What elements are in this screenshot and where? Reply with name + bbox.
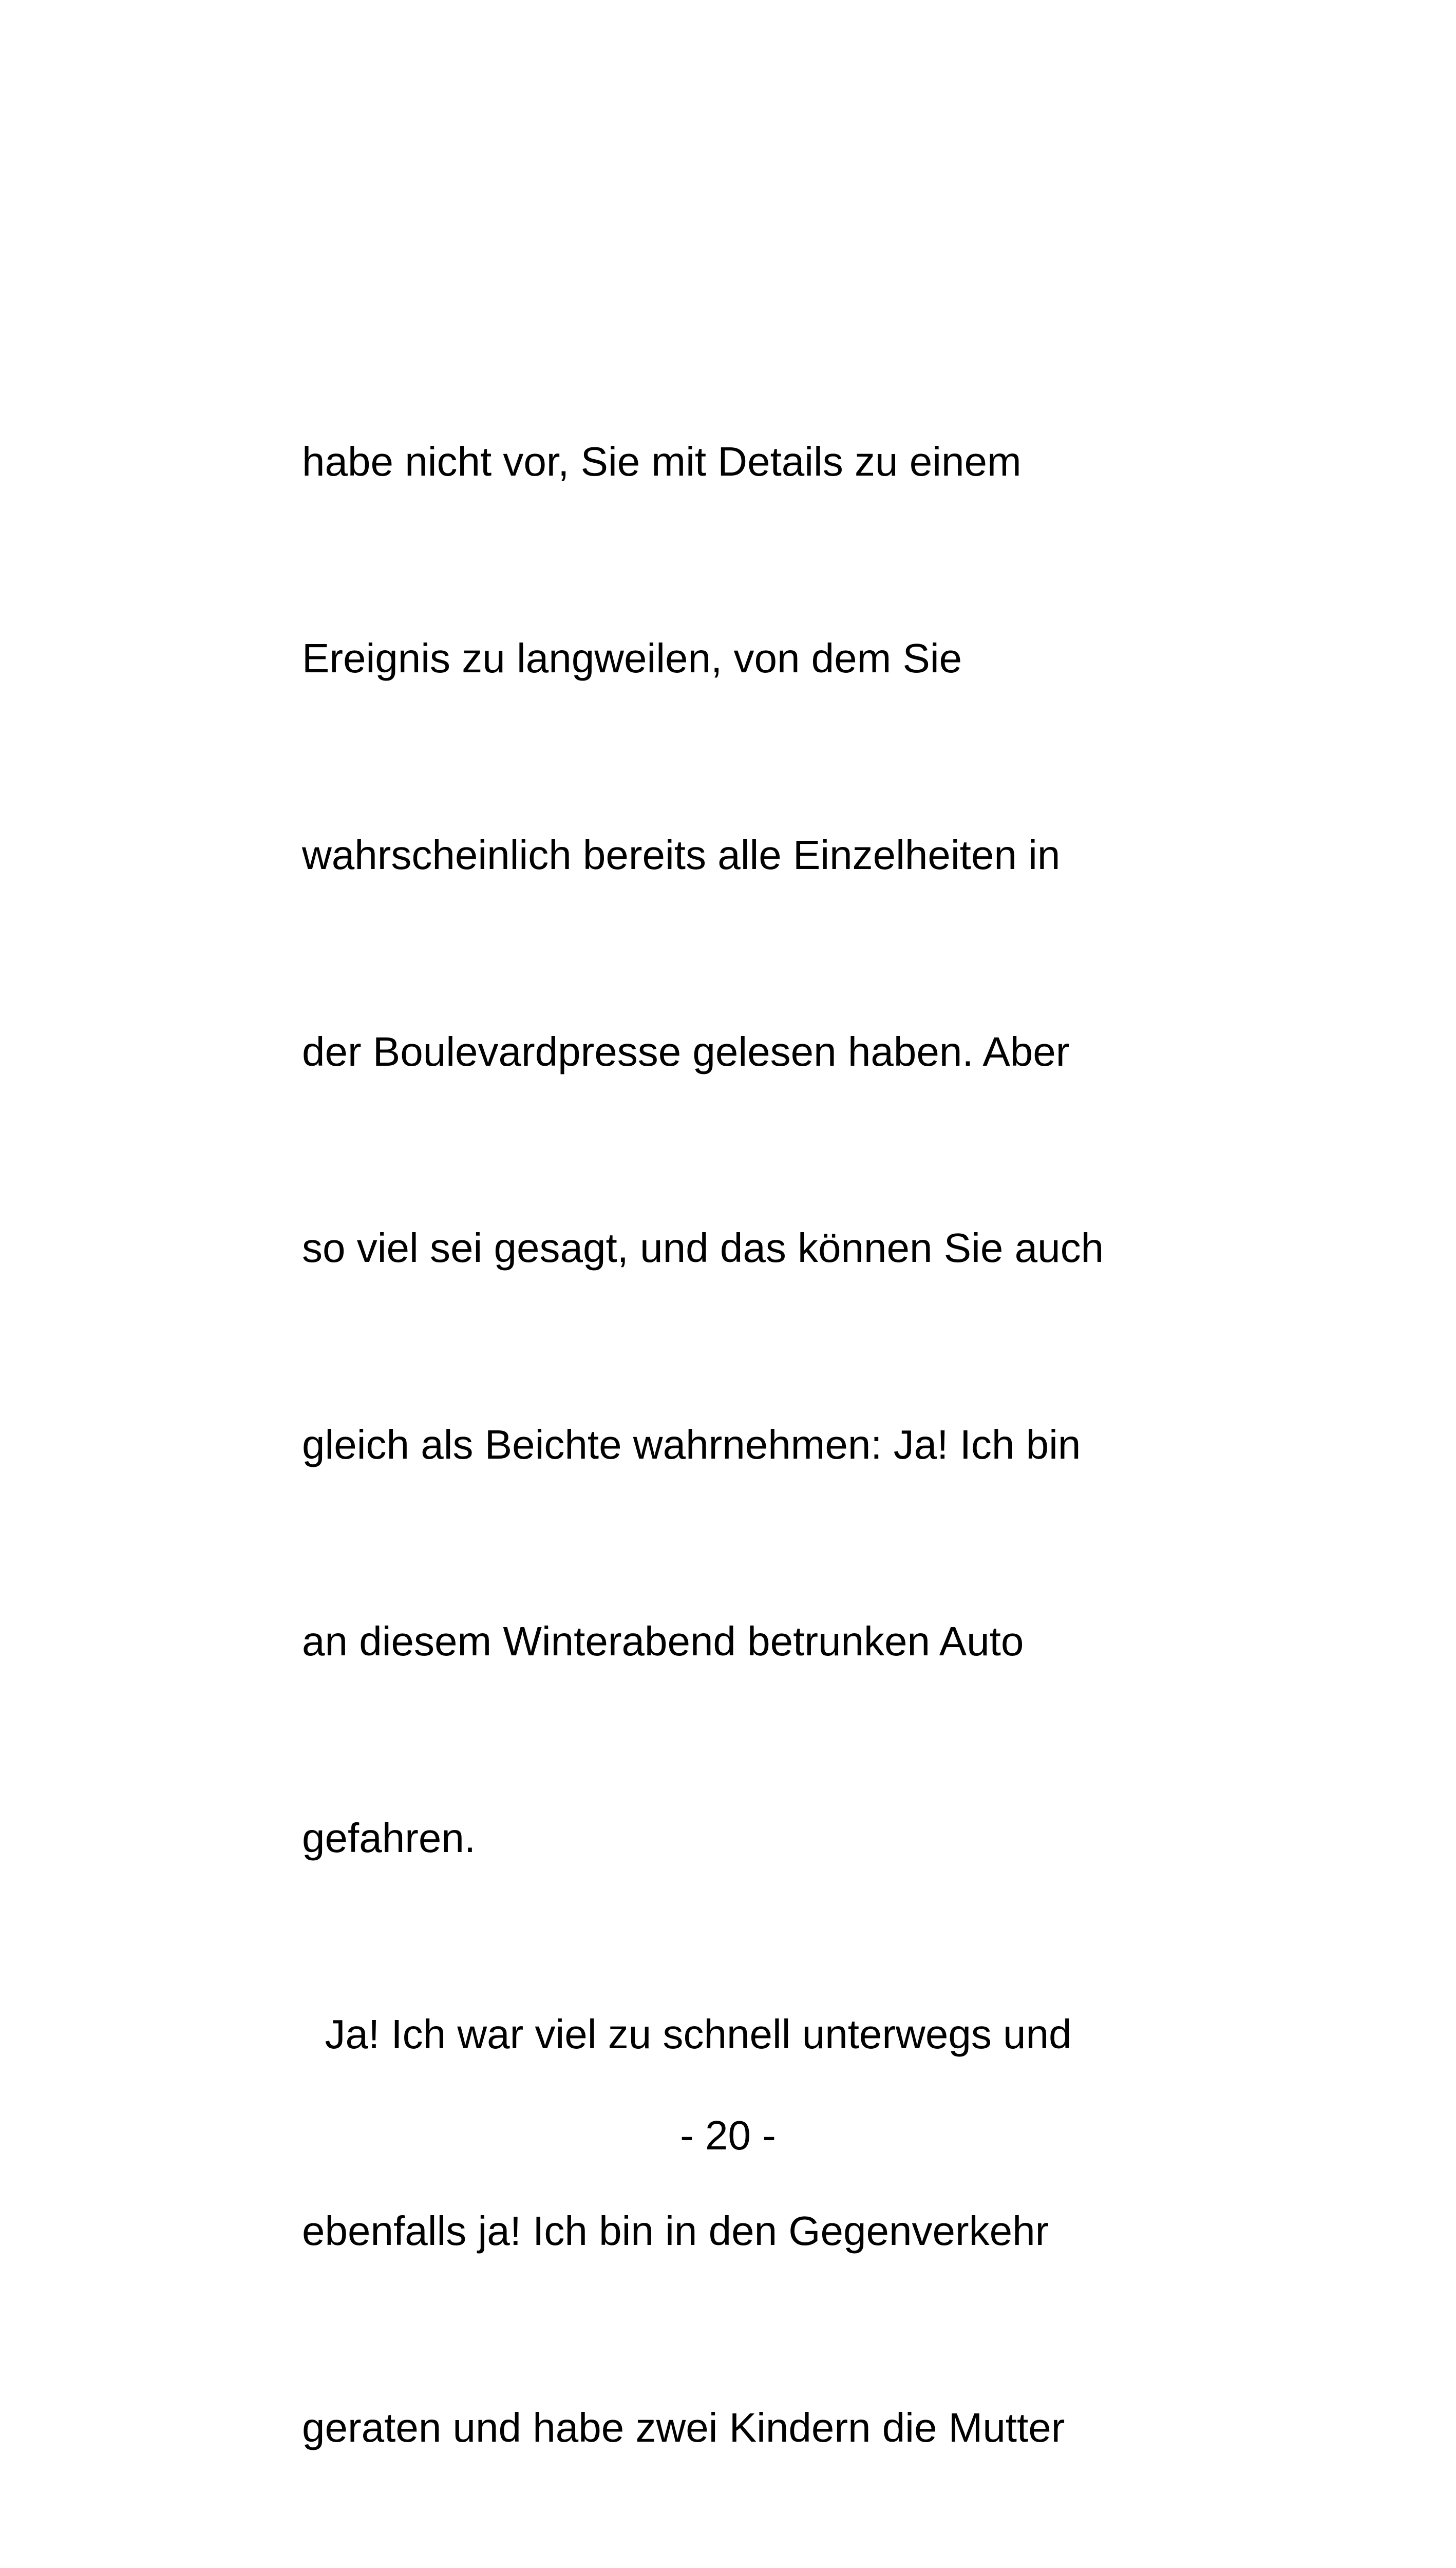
text-line: ebenfalls ja! Ich bin in den Gegenverkehr	[302, 2208, 1049, 2254]
page-number: - 20 -	[680, 2112, 776, 2158]
text-line: so viel sei gesagt, und das können Sie auch	[302, 1225, 1104, 1271]
text-line: Ja! Ich war viel zu schnell unterwegs und	[302, 2011, 1072, 2057]
text-line: geraten und habe zwei Kindern die Mutter	[302, 2405, 1065, 2450]
body-text	[302, 298, 1432, 2568]
text-line: wahrscheinlich bereits alle Einzelheiten in	[302, 832, 1061, 878]
text-line: Ereignis zu langweilen, von dem Sie	[302, 635, 962, 681]
text-line: gefahren.	[302, 1815, 476, 1861]
text-line: der Boulevardpresse gelesen haben. Aber	[302, 1028, 1070, 1074]
text-line: habe nicht vor, Sie mit Details zu einem	[302, 439, 1022, 485]
text-line: gleich als Beichte wahrnehmen: Ja! Ich bin	[302, 1422, 1081, 1468]
text-line: an diesem Winterabend betrunken Auto	[302, 1618, 1024, 1664]
